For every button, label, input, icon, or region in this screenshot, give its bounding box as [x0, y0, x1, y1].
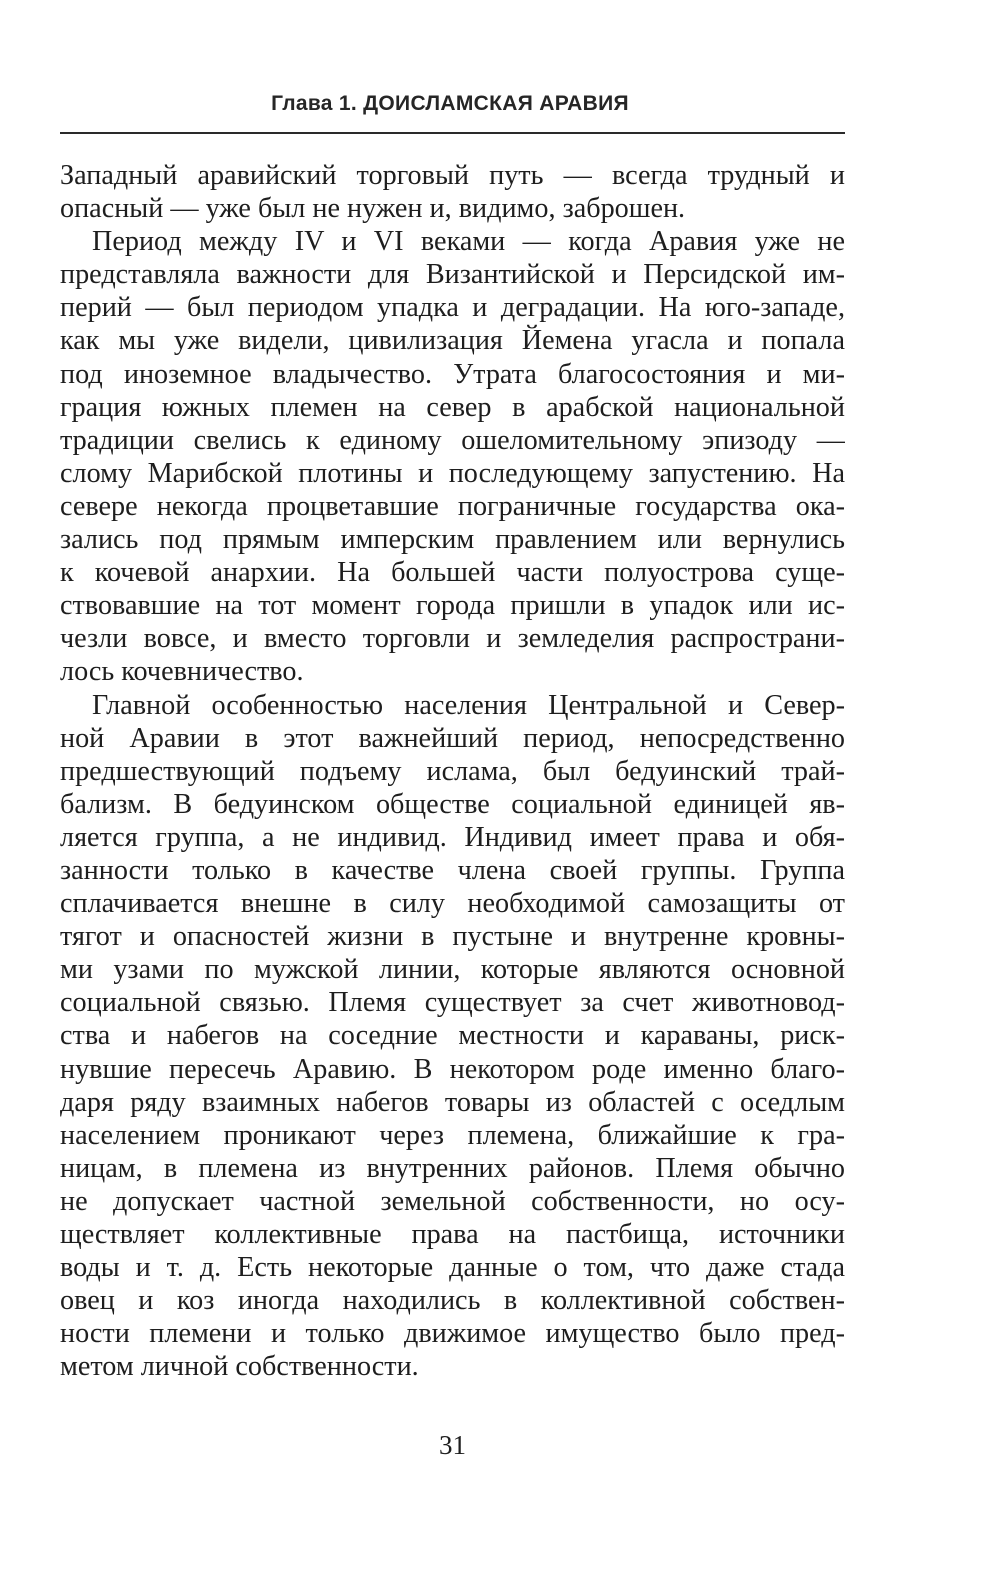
- text-line: ства и набегов на соседние местности и караваны, риск-: [60, 1020, 845, 1052]
- running-head-title: Глава 1. ДОИСЛАМСКАЯ АРАВИЯ: [271, 92, 629, 115]
- text-line: населением проникают через племена, ближайшие к гра-: [60, 1119, 845, 1151]
- text-line: к кочевой анархии. На большей части полуострова суще-: [60, 557, 845, 589]
- text-line: представляла важности для Византийской и Персидской им-: [60, 259, 845, 291]
- text-line: предшествующий подъему ислама, был бедуинский трай-: [60, 755, 845, 787]
- text-line: бализм. В бедуинском обществе социальной единицей яв-: [60, 788, 845, 820]
- text-line: ми узами по мужской линии, которые являются основной: [60, 954, 845, 986]
- text-line: перий — был периодом упадка и деградации. На юго-западе,: [60, 292, 845, 324]
- text-line: ницам, в племена из внутренних районов. Племя обычно: [60, 1152, 845, 1184]
- text-line: Главной особенностью населения Центральной и Север-: [92, 689, 845, 721]
- text-line: лось кочевничество.: [60, 656, 304, 688]
- text-line: Западный аравийский торговый путь — всегда трудный и: [60, 160, 845, 191]
- text-line: ществляет коллективные права на пастбища, источники: [60, 1219, 845, 1250]
- body-text: [60, 159, 845, 1383]
- text-line: сплачивается внешне в силу необходимой самозащиты от: [60, 888, 845, 920]
- text-line: не допускает частной земельной собственности, но осу-: [60, 1185, 845, 1217]
- text-line: социальной связью. Племя существует за счет животновод-: [60, 987, 845, 1019]
- text-line: зались под прямым имперским правлением или вернулись: [60, 524, 845, 556]
- text-line: занности только в качестве члена своей группы. Группа: [60, 854, 845, 886]
- text-line: ляется группа, а не индивид. Индивид имеет права и обя-: [60, 821, 845, 853]
- text-line: Период между IV и VI веками — когда Аравия уже не: [92, 226, 845, 258]
- text-line: овец и коз иногда находились в коллективной собствен-: [60, 1285, 845, 1317]
- text-line: под иноземное владычество. Утрата благосостояния и ми-: [60, 358, 845, 390]
- text-line: грация южных племен на север в арабской национальной: [60, 391, 845, 423]
- text-line: традиции свелись к единому ошеломительному эпизоду —: [60, 424, 845, 456]
- text-line: слому Марибской плотины и последующему запустению. На: [60, 457, 845, 489]
- text-line: нувшие пересечь Аравию. В некотором роде именно благо-: [60, 1053, 845, 1085]
- text-line: ной Аравии в этот важнейший период, непосредственно: [60, 722, 845, 754]
- text-line: метом личной собственности.: [60, 1351, 419, 1383]
- text-line: ности племени и только движимое имущество было пред-: [60, 1318, 845, 1350]
- text-line: опасный — уже был не нужен и, видимо, заброшен.: [60, 193, 686, 225]
- text-line: севере некогда процветавшие пограничные государства ока-: [60, 490, 845, 522]
- text-line: ствовавшие на тот момент города пришли в упадок или ис-: [60, 590, 845, 622]
- text-line: как мы уже видели, цивилизация Йемена угасла и попала: [60, 325, 845, 357]
- text-line: тягот и опасностей жизни в пустыне и внутренне кровны-: [60, 921, 845, 953]
- header-rule: [60, 132, 845, 134]
- text-line: даря ряду взаимных набегов товары из областей с оседлым: [60, 1086, 845, 1118]
- page-number: 31: [439, 1430, 466, 1460]
- text-line: воды и т. д. Есть некоторые данные о том, что даже стада: [60, 1252, 845, 1284]
- text-line: чезли вовсе, и вместо торговли и земледелия распространи-: [60, 623, 845, 655]
